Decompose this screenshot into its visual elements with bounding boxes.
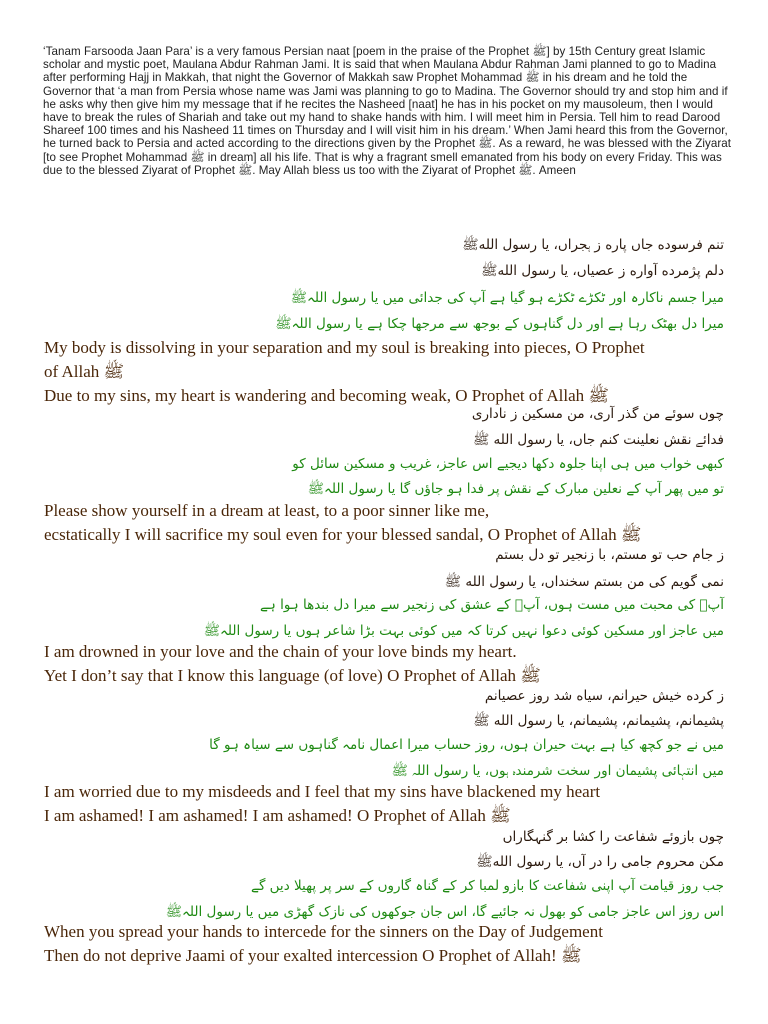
urdu-translation-line: میں عاجز اور مسکین کوئی دعوا نہیں کرتا کہ میں کوئی بہت بڑا شاعر ہوں یا رسول اللہﷺ	[203, 623, 724, 639]
persian-verse-line: چوں سوئے من گذر آری، من مسکین ز ناداری	[471, 406, 724, 422]
urdu-translation-line: آپؐ کی محبت میں مست ہوں، آپؐ کے عشق کی زنجیر سے میرا دل بندھا ہوا ہے	[259, 597, 724, 613]
persian-verse-line: دلم پژمرده آواره ز عصیاں، یا رسول اللهﷺ	[481, 263, 724, 279]
persian-verse-line: تنم فرسوده جاں پاره ز ہجراں، یا رسول اللهﷺ	[462, 237, 724, 253]
persian-verse-line: نمی گویم کی من بستم سخنداں، یا رسول الله ﷺ	[444, 574, 724, 590]
urdu-translation-line: میرا دل بھٹک رہا ہے اور دل گناہوں کے بوجھ سے مرجھا چکا ہے یا رسول اللہﷺ	[275, 316, 724, 332]
urdu-translation-line: کبھی خواب میں ہی اپنا جلوہ دکھا دیجیے اس عاجز، غریب و مسکین سائل کو	[292, 456, 724, 472]
english-translation-line: My body is dissolving in your separation and my soul is breaking into pieces, O Prophet	[44, 338, 645, 357]
english-translation-line: When you spread your hands to intercede for the sinners on the Day of Judgement	[44, 922, 603, 941]
intro-paragraph: ‘Tanam Farsooda Jaan Para’ is a very famous Persian naat [poem in the praise of the Prophet ﷺ] by 15th Century great Islamic scholar and mystic poet, Maulana Abdur Rahman Jami. It is said that when Maulana Abdur Rahman Jami planned to go to Madina after performing Hajj in Makkah, that night the Governor of Makkah saw Prophet Mohammad ﷺ in his dream and he told the Governor that ‘a man from Persia whose name was Jami was planning to go to Madina. The Governor should try and stop him and if he asks why then give him my message that if he recites the Nasheed [naat] he has in his pocket on my mausoleum, then I would have to break the rules of Shariah and take out my hand to shake hands with him. I will meet him in Persia. Tell him to read Darood Shareef 100 times and his Nasheed 11 times on Thursday and I will visit him in his dream.’ When Jami heard this from the Governor, he turned back to Persia and acted according to the directions given by the Prophet ﷺ. As a reward, he was blessed with the Ziyarat [to see Prophet Mohammad ﷺ in dream] all his life. That is why a fragrant smell emanated from his body on every Friday. This was due to the blessed Ziyarat of Prophet ﷺ. May Allah bless us too with the Ziyarat of Prophet ﷺ. Ameen	[43, 45, 732, 177]
urdu-translation-line: میں انتہائی پشیمان اور سخت شرمندہ ہوں، یا رسول اللہ ﷺ	[391, 763, 724, 779]
english-translation-line: Yet I don’t say that I know this language (of love) O Prophet of Allah ﷺ	[44, 666, 541, 685]
english-translation-line: Due to my sins, my heart is wandering and becoming weak, O Prophet of Allah ﷺ	[44, 386, 609, 405]
english-translation-line: I am drowned in your love and the chain of your love binds my heart.	[44, 642, 517, 661]
english-translation-line: Then do not deprive Jaami of your exalted intercession O Prophet of Allah! ﷺ	[44, 946, 582, 965]
urdu-translation-line: تو میں پھر آپ کے نعلین مبارک کے نقش پر فدا ہو جاؤں گا یا رسول اللہﷺ	[307, 481, 724, 497]
urdu-translation-line: جب روز قیامت آپ اپنی شفاعت کا بازو لمبا کر کے گناہ گاروں کے سر پر پھیلا دیں گے	[251, 878, 724, 894]
urdu-translation-line: اس روز اس عاجز جامی کو بھول نہ جائیے گا، اس جان جوکھوں کی نازک گھڑی میں یا رسول اللہﷺ	[165, 904, 724, 920]
english-translation-line: I am ashamed! I am ashamed! I am ashamed! O Prophet of Allah ﷺ	[44, 806, 511, 825]
english-translation-line: Please show yourself in a dream at least, to a poor sinner like me,	[44, 501, 490, 520]
english-translation-line: ecstatically I will sacrifice my soul even for your blessed sandal, O Prophet of Allah ﷺ	[44, 525, 642, 544]
persian-verse-line: پشیمانم، پشیمانم، پشیمانم، یا رسول الله ﷺ	[473, 713, 724, 729]
english-translation-line: of Allah ﷺ	[44, 362, 125, 381]
persian-verse-line: مکن محروم جامی را در آں، یا رسول اللهﷺ	[476, 854, 724, 870]
persian-verse-line: ز جام حب تو مستم، با زنجیر تو دل بستم	[495, 547, 724, 563]
urdu-translation-line: میرا جسم ناکارہ اور ٹکڑے ٹکڑے ہو گیا ہے آپ کی جدائی میں یا رسول اللہﷺ	[290, 290, 724, 306]
persian-verse-line: چوں بازوئے شفاعت را کشا بر گنہگاراں	[502, 829, 724, 845]
english-translation-line: I am worried due to my misdeeds and I feel that my sins have blackened my heart	[44, 782, 601, 801]
persian-verse-line: فدائے نقش نعلینت کنم جاں، یا رسول الله ﷺ	[472, 432, 724, 448]
urdu-translation-line: میں نے جو کچھ کیا ہے بہت حیران ہوں، روز حساب میرا اعمال نامہ گناہوں سے سیاہ ہو گا	[209, 737, 724, 753]
persian-verse-line: ز کرده خیش حیرانم، سیاه شد روز عصیانم	[484, 688, 724, 704]
